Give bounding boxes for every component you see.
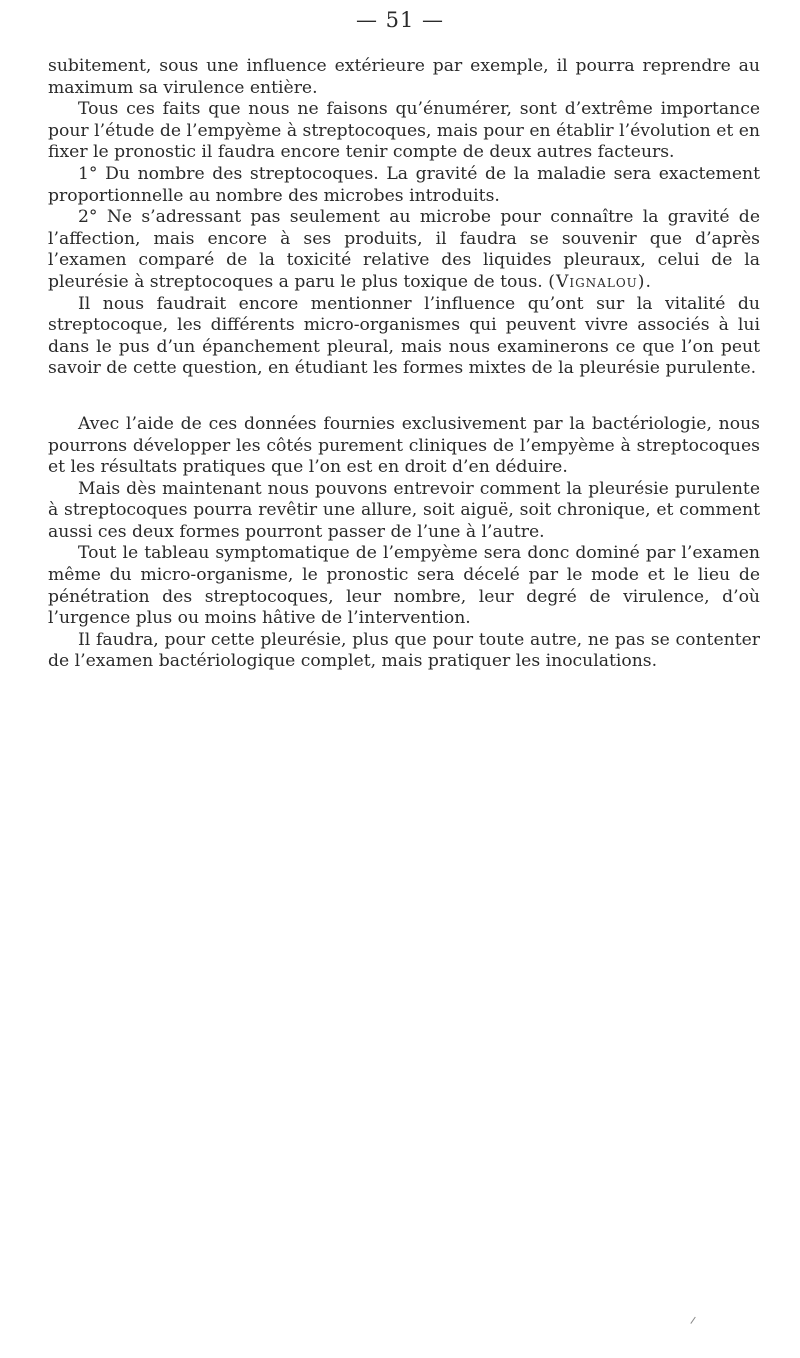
paragraph-symptoms: Tout le tableau symptomatique de l’empyème sera donc dominé par l’examen même du micro-organisme, le pronostic sera décelé par le mode et le lieu de pénétration des streptocoques, leur nombre, leur degré de virulence, d’où l’urgence plus ou moins hâtive de l’intervention.	[48, 543, 760, 629]
section-gap	[48, 380, 760, 414]
paragraph-item-1-number: 1° Du nombre des streptocoques. La gravité de la maladie sera exactement proportionnelle au nombre des microbes introduits.	[48, 163, 760, 206]
paragraph-inoculations: Il faudra, pour cette pleurésie, plus que pour toute autre, ne pas se contenter de l’examen bactériologique complet, mais pratiquer les inoculations.	[48, 629, 760, 672]
paragraph-important-facts: Tous ces faits que nous ne faisons qu’énumérer, sont d’extrême importance pour l’étude de l’empyème à streptocoques, mais pour en établir l’évolution et en fixer le pronostic il faudra encore tenir compte de deux autres facteurs.	[48, 99, 760, 163]
page-number: — 51 —	[355, 8, 445, 32]
stray-pencil-mark	[690, 1317, 700, 1328]
paragraph-acute-chronic: Mais dès maintenant nous pouvons entrevoir comment la pleurésie purulente à streptocoques pourra revêtir une allure, soit aiguë, soit chronique, et comment aussi ces deux formes pourront passer de l’une à l’autre.	[48, 478, 760, 542]
paragraph-mixed-forms: Il nous faudrait encore mentionner l’influence qu’ont sur la vitalité du streptocoque, les différents micro-organismes qui peuvent vivre associés à lui dans le pus d’un épanchement pleural, mais nous examinerons ce que l’on peut savoir de cette question, en étudiant les formes mixtes de la pleurésie purulente.	[48, 293, 760, 379]
citation-author: (Vignalou).	[548, 271, 652, 292]
page-body	[48, 56, 760, 673]
paragraph-bacteriology: Avec l’aide de ces données fournies exclusivement par la bactériologie, nous pourrons développer les côtés purement cliniques de l’empyème à streptocoques et les résultats pratiques que l’on est en droit d’en déduire.	[48, 413, 760, 478]
paragraph-item-2-toxicity	[48, 207, 760, 293]
paragraph-continuation: subitement, sous une influence extérieure par exemple, il pourra reprendre au maximum sa virulence entière.	[48, 56, 760, 98]
paragraph-item-2-text: 2° Ne s’adressant pas seulement au microbe pour connaître la gravité de l’affection, mais encore à ses produits, il faudra se souvenir que d’après l’examen comparé de la toxicité relative des liquides pleuraux, celui de la pleurésie à streptocoques a paru le plus toxique de tous.	[48, 207, 760, 292]
